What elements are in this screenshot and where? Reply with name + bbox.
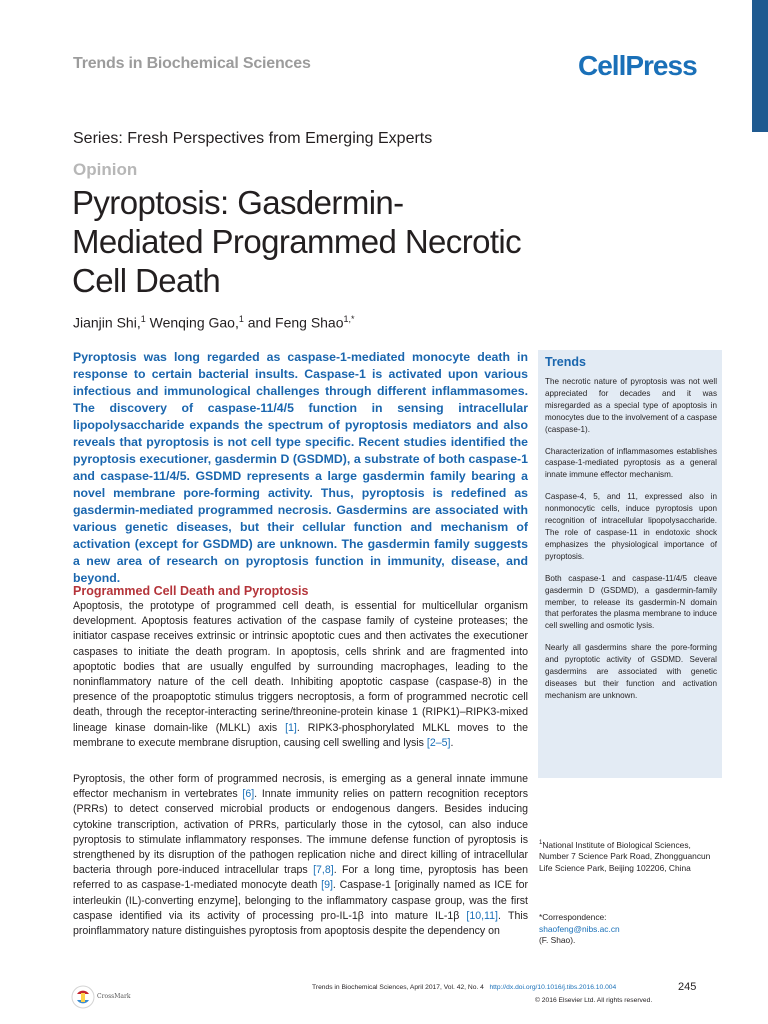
abstract: Pyroptosis was long regarded as caspase-1-mediated monocyte death in response to certain bacterial insults. Caspase-1 is activated upon various infectious and immunological challenges through different inflammasomes. The discovery of caspase-11/4/5 function in sensing intracellular lipopolysaccharide expands the spectrum of pyroptosis mediators and also reveals that pyroptosis is not cell type specific. Recent studies identified the pyroptosis executioner, gasdermin D (GSDMD), a substrate of both caspase-1 and caspase-11/4/5. GSDMD represents a large gasdermin family bearing a novel membrane pore-forming activity. Thus, pyroptosis is redefined as gasdermin-mediated programmed necrosis. Gasdermins are associated with various genetic diseases, but their cellular function and mechanism of activation (except for GSDMD) are unknown. The gasdermin family suggests a new area of research on pyroptosis function in immunity, disease, and beyond.: [73, 350, 528, 585]
series-label: Series: Fresh Perspectives from Emerging Experts: [73, 130, 433, 147]
trends-item: The necrotic nature of pyroptosis was not well appreciated for decades and it was misregarded as a special type of apoptosis in monocytes due to the involvement of a caspase (caspase-1).: [545, 377, 717, 434]
body-text-run: . For a long time, pyroptosis has been referred to as caspase-1-mediated monocyte death: [73, 864, 528, 892]
citation-text: Trends in Biochemical Sciences, April 2017, Vol. 42, No. 4: [312, 984, 484, 991]
trends-item: Both caspase-1 and caspase-11/4/5 cleave gasdermin D (GSDMD), a gasdermin-family member, to release its gasdermin-N domain that perforates the plasma membrane to induce cell swelling and osmotic lysis.: [545, 573, 717, 631]
trends-heading: Trends: [545, 355, 586, 369]
correspondence-label: *Correspondence:: [539, 912, 607, 922]
affiliation: [539, 838, 719, 875]
body-text-run: . This proinflammatory nature distinguishes pyroptosis from apoptosis despite the dependency on: [73, 909, 529, 938]
author-affiliation-mark: 1,*: [343, 314, 355, 324]
reference-link[interactable]: [7,8]: [313, 864, 334, 877]
reference-link[interactable]: [9]: [321, 879, 333, 892]
body-text-run: . RIPK3-phosphorylated MLKL moves to the membrane to execute membrane disruption, causing cell swelling and lysis: [73, 721, 529, 749]
body-text-run: .: [450, 736, 454, 749]
correspondence-name: (F. Shao).: [539, 935, 576, 946]
edge-tab: [752, 0, 768, 132]
footer-citation: [312, 984, 616, 991]
author-name: Wenqing Gao,: [145, 314, 239, 331]
reference-link[interactable]: [2–5]: [426, 736, 451, 749]
cellpress-logo: CellPress: [578, 50, 697, 81]
author-list: [73, 314, 355, 331]
author-name: Jianjin Shi,: [73, 314, 141, 331]
correspondence: [539, 912, 719, 947]
journal-name: Trends in Biochemical Sciences: [73, 55, 311, 72]
author-affiliation-mark: 1: [238, 314, 244, 324]
body-text-run: . Innate immunity relies on pattern recognition receptors (PRRs) to detect conserved microbial products or endogenous dangers. Besides inducing cytokine transcription, activation of PRRs, particularly those in the cytosol, can also induce pyroptosis to stimulate inflammatory responses. The immune defense function of pyroptosis is strengthened by its disruption of the pathogen replication niche and direct killing of intracellular bacteria through pore-induced intracellular traps: [73, 788, 528, 877]
body-text-run: Pyroptosis, the other form of programmed necrosis, is emerging as a general innate immune effector mechanism in vertebrates: [73, 773, 528, 801]
reference-link[interactable]: [1]: [285, 721, 297, 734]
crossmark-icon[interactable]: [71, 985, 95, 1009]
body-text-run: Apoptosis, the prototype of programmed cell death, is essential for multicellular organism development. Apoptosis features activation of the caspase family of cysteine proteases; the initiator caspase receives extrinsic or intrinsic apoptotic cues and then activates the executioner caspases to initiate the death program. In apoptosis, cells shrink and are fragmented into apoptotic bodies that are usually engulfed by surrounding macrophages, leading to the noninflammatory nature of the cell death. Inhibiting apoptotic caspase (caspase-8) in the presence of the proapoptotic stimulus triggers necroptosis, a form of programmed necrotic cell death, through the receptor-interacting serine/threonine-protein kinase 1 (RIPK1)–RIPK3-mixed lineage kinase domain-like (MLKL) axis: [73, 600, 528, 734]
body-text-run: . Caspase-1 [originally named as ICE for interleukin (IL)-converting enzyme], belonging to the inflammatory caspase group, was the first caspase identified via its activity of processing pro-IL-1β into mature IL-1β: [73, 879, 529, 922]
doi-link[interactable]: http://dx.doi.org/10.1016/j.tibs.2016.10.004: [489, 984, 617, 991]
article-type: Opinion: [73, 160, 138, 179]
author-name: and Feng Shao: [243, 314, 344, 331]
trends-item: Nearly all gasdermins share the pore-forming and pyroptotic activity of GSDMD. Several gasdermins are associated with genetic diseases but their function and activation mechanism are unknown.: [545, 643, 717, 700]
reference-link[interactable]: [6]: [242, 788, 255, 801]
crossmark-label: CrossMark: [97, 993, 131, 1000]
body-paragraph-2: [73, 772, 528, 939]
trends-item: Caspase-4, 5, and 11, expressed also in nonmonocytic cells, induce pyroptosis upon recognition of intracellular lipopolysaccharide. The role of caspase-11 in endotoxic shock emphasizes the physiological importance of pyroptosis.: [545, 492, 717, 561]
trends-list: [545, 376, 717, 712]
author-affiliation-mark: 1: [140, 314, 146, 324]
reference-link[interactable]: [10,11]: [466, 909, 499, 922]
email-link[interactable]: shaofeng@nibs.ac.cn: [539, 923, 620, 934]
body-paragraph-1: [73, 599, 528, 751]
copyright: © 2016 Elsevier Ltd. All rights reserved.: [535, 997, 653, 1004]
article-title: Pyroptosis: Gasdermin-Mediated Programmed Necrotic Cell Death: [72, 184, 522, 299]
trends-item: Characterization of inflammasomes establishes caspase-1-mediated pyroptosis as a general innate immune effector mechanism.: [545, 446, 717, 480]
affiliation-text: National Institute of Biological Sciences, Number 7 Science Park Road, Zhongguancun Life Science Park, Beijing 102206, China: [539, 839, 711, 873]
affiliation-mark: 1: [539, 840, 543, 846]
page-number: 245: [678, 981, 697, 993]
section-heading: Programmed Cell Death and Pyroptosis: [73, 584, 309, 598]
